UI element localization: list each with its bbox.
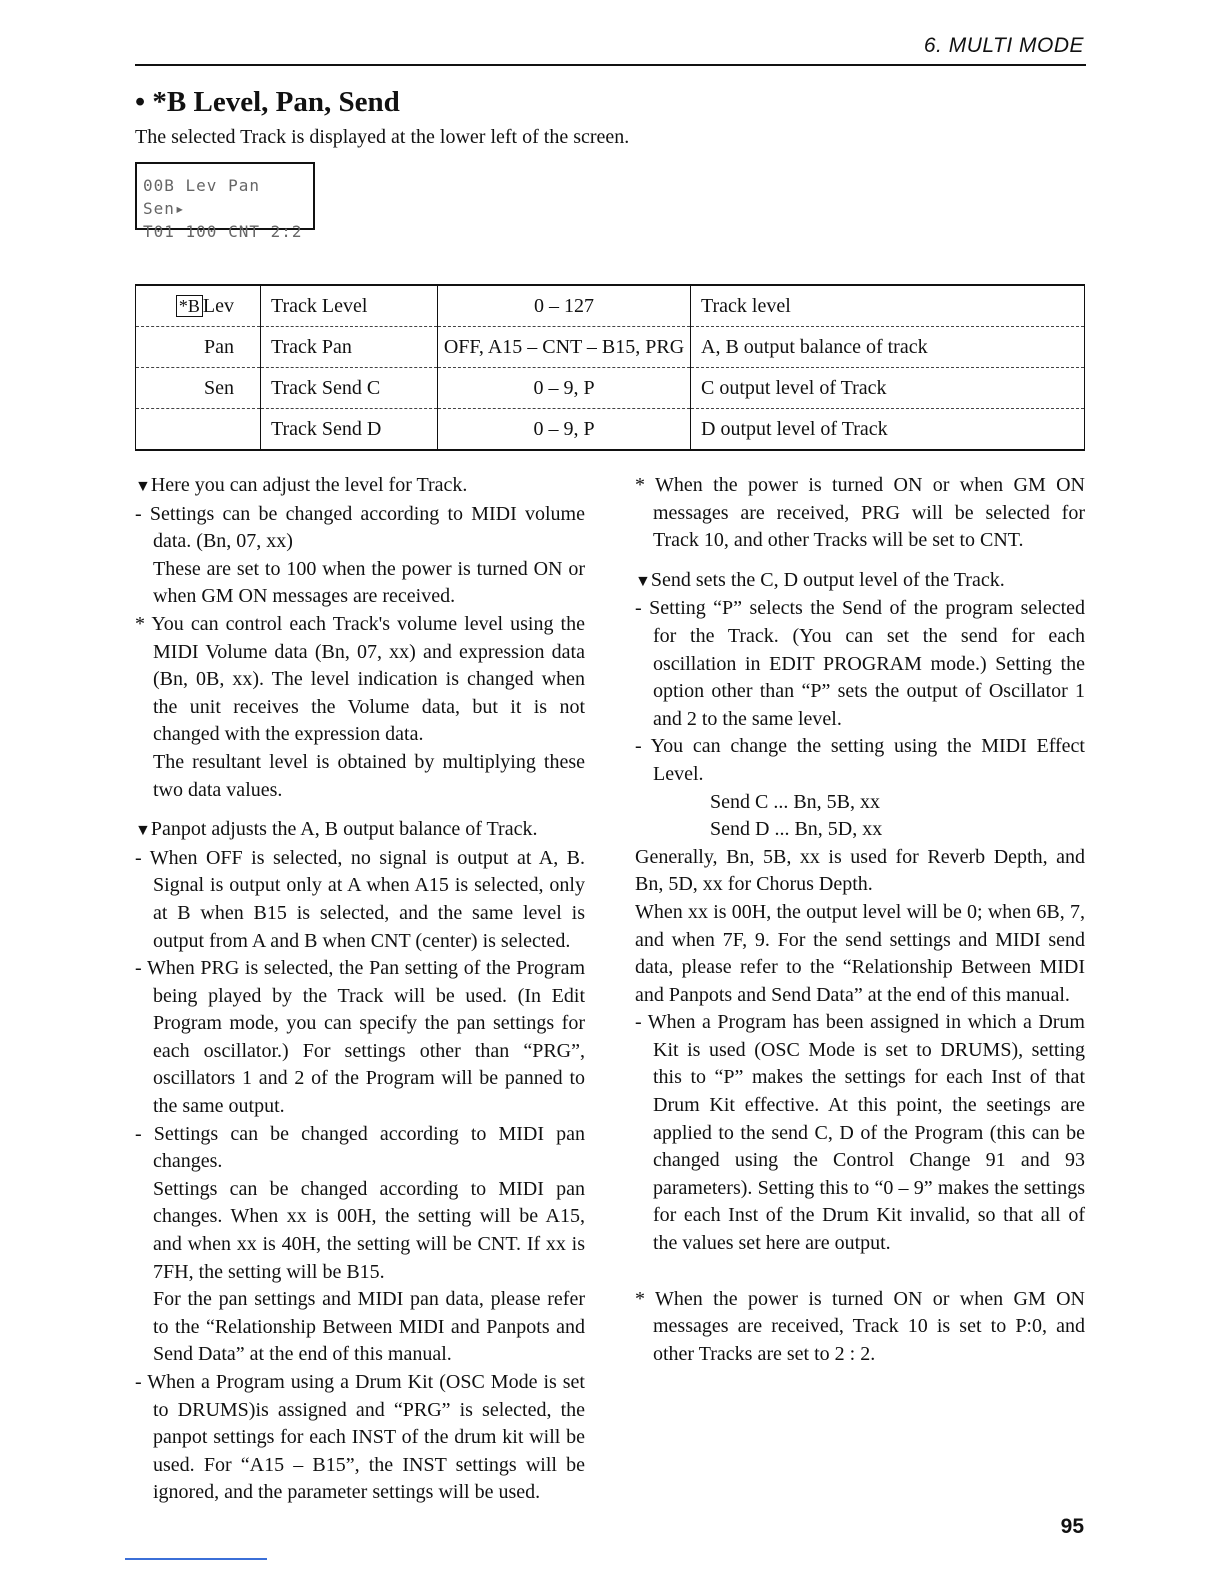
param-name: Track Send C (261, 368, 438, 409)
param-name: Track Pan (261, 327, 438, 368)
triangle-icon: ▼ (135, 478, 151, 495)
paragraph: For the pan settings and MIDI pan data, please refer to the “Relationship Between MIDI and Panpots and Send Data” at the end of this manual. (153, 1288, 585, 1366)
send-d-mapping: Send D ... Bn, 5D, xx (710, 818, 883, 841)
page-tag: *B (176, 295, 203, 317)
lcd-line-2: T01 100 CNT 2:2 (143, 222, 303, 241)
param-key: Pan (136, 327, 261, 368)
lcd-line-1: 00B Lev Pan Sen▸ (143, 176, 260, 218)
list-item: - When a Program using a Drum Kit (OSC Mode is set to DRUMS)is assigned and “PRG” is selected, the panpot settings for each INST of the drum kit will be used. For “A15 – B15”, the INST settings will be ignored, and the parameter settings will be used. (135, 1371, 585, 1504)
note-item: * When the power is turned ON or when GM ON messages are received, PRG will be selected for Track 10, and other Tracks will be set to CNT. (635, 474, 1085, 552)
param-range: 0 – 127 (438, 285, 691, 327)
level-heading: ▼Here you can adjust the level for Track. (135, 474, 468, 496)
param-name: Track Level (261, 285, 438, 327)
param-desc: C output level of Track (691, 368, 1085, 409)
triangle-icon: ▼ (135, 822, 151, 840)
page-number: 95 (1060, 1515, 1084, 1538)
footer-mark (125, 1558, 267, 1560)
section-intro: The selected Track is displayed at the lower left of the screen. (135, 126, 630, 148)
param-desc: A, B output balance of track (691, 327, 1085, 368)
section-title: • *B Level, Pan, Send (135, 86, 400, 118)
list-item: - When OFF is selected, no signal is output at A, B. Signal is output only at A when A15 is selected, only at B when B15 is selected, and the same level is output from A and B when CNT (center) is selected. (135, 846, 585, 952)
param-range: 0 – 9, P (438, 368, 691, 409)
chapter-header: 6. MULTI MODE (923, 34, 1084, 57)
param-key (136, 409, 261, 451)
paragraph: When xx is 00H, the output level will be 0; when 6B, 7, and when 7F, 9. For the send settings and MIDI send data, please refer to the “Relationship Between MIDI and Panpots and Send Data” at the end of this manual. (635, 900, 1085, 1006)
param-range: OFF, A15 – CNT – B15, PRG (438, 327, 691, 368)
lcd-display (135, 162, 315, 241)
paragraph: The resultant level is obtained by multiplying these two data values. (153, 750, 585, 801)
paragraph: Settings can be changed according to MIDI pan changes. When xx is 00H, the setting will be A15, and when xx is 40H, the setting will be CNT. If xx is 7FH, the setting will be B15. (153, 1177, 585, 1283)
list-item: - When PRG is selected, the Pan setting of the Program being played by the Track will be used. (In Edit Program mode, you can specify the pan settings for each oscillator.) For settings other than “PRG”, oscillators 1 and 2 of the Program will be panned to the same output. (135, 957, 585, 1118)
table-row (136, 285, 1085, 327)
header-rule (135, 64, 1086, 66)
list-item: - Settings can be changed according to MIDI pan changes. (135, 1122, 585, 1173)
list-item: - Settings can be changed according to MIDI volume data. (Bn, 07, xx) (135, 502, 585, 553)
paragraph: Generally, Bn, 5B, xx is used for Reverb Depth, and Bn, 5D, xx for Chorus Depth. (635, 845, 1085, 896)
param-desc: Track level (691, 285, 1085, 327)
send-c-mapping: Send C ... Bn, 5B, xx (710, 790, 881, 813)
paragraph: These are set to 100 when the power is turned ON or when GM ON messages are received. (153, 557, 585, 608)
param-key: Sen (136, 368, 261, 409)
param-key: Lev (202, 294, 234, 317)
param-name: Track Send D (261, 409, 438, 451)
list-item: - You can change the setting using the MIDI Effect Level. (635, 735, 1085, 785)
right-column (635, 472, 1085, 1368)
send-heading: ▼Send sets the C, D output level of the Track. (635, 568, 1005, 591)
table-row (136, 327, 1085, 368)
table-row (136, 409, 1085, 451)
table-row (136, 368, 1085, 409)
list-item: - When a Program has been assigned in which a Drum Kit is used (OSC Mode is set to DRUMS), setting this to “P” makes the settings for each Inst of that Drum Kit effective. At this point, the seetings are applied to the send C, D of the Program (this can be changed using the Control Change 91 and 93 parameters). Setting this to “0 – 9” makes the settings for each Inst of the Drum Kit invalid, so that all of the values set here are output. (635, 1011, 1085, 1255)
left-column (135, 472, 585, 1507)
list-item: - Setting “P” selects the Send of the program selected for the Track. (You can set the send for each oscillation in EDIT PROGRAM mode.) Setting the option other than “P” sets the output of Oscillator 1 and 2 to the same level. (635, 597, 1085, 730)
param-range: 0 – 9, P (438, 409, 691, 451)
note-item: * When the power is turned ON or when GM ON messages are received, Track 10 is set to P:0, and other Tracks are set to 2 : 2. (635, 1287, 1085, 1365)
pan-heading: ▼Panpot adjusts the A, B output balance of Track. (135, 818, 538, 841)
triangle-icon: ▼ (635, 572, 651, 590)
param-key-cell (136, 285, 261, 327)
parameter-table (135, 284, 1085, 451)
note-item: * You can control each Track's volume level using the MIDI Volume data (Bn, 07, xx) and expression data (Bn, 0B, xx). The level indication is changed when the unit receives the Volume data, but it is not changed with the expression data. (135, 612, 585, 746)
param-desc: D output level of Track (691, 409, 1085, 451)
